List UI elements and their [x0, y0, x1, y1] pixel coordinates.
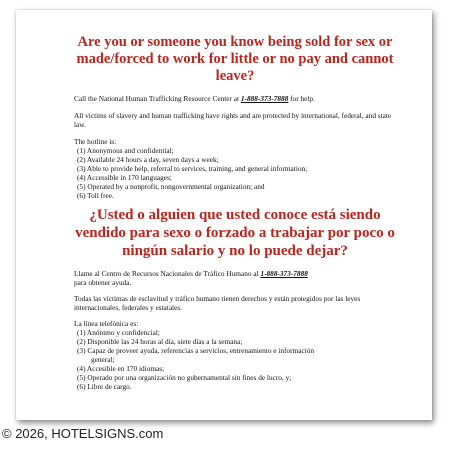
- english-hotline-item: (2) Available 24 hours a day, seven days a week;: [77, 155, 219, 164]
- english-call-prefix: Call the National Human Trafficking Resource Center at: [74, 94, 241, 103]
- english-hotline-item: (4) Accessible in 170 languages;: [77, 173, 172, 182]
- english-call-text: [74, 94, 402, 103]
- spanish-phone-number: 1-888-373-7888: [260, 269, 308, 278]
- spanish-call-text: [74, 269, 402, 287]
- spanish-hotline-title: La línea telefónica es:: [74, 319, 139, 328]
- english-hotline-title: The hotline is:: [74, 137, 117, 146]
- spanish-hotline-list: [74, 328, 402, 391]
- english-rights-text: All victims of slavery and human trafficking have rights and are protected by international, federal, and state law.: [74, 111, 392, 129]
- english-headline: Are you or someone you know being sold for sex or made/forced to work for little or no pay and cannot leave?: [76, 34, 394, 84]
- english-phone-number: 1-888-373-7888: [240, 94, 289, 103]
- spanish-hotline-item: (6) Libre de cargo.: [77, 382, 132, 391]
- spanish-rights-text: Todas las víctimas de esclavitud y tráfico humano tienen derechos y están protegidos por las leyes internacionales, federales y estatales.: [74, 294, 361, 312]
- english-hotline-item: (3) Able to provide help, referral to services, training, and general information;: [77, 164, 308, 173]
- sign-sheet: [16, 10, 432, 420]
- english-hotline-item: (1) Anonymous and confidential;: [77, 146, 174, 155]
- spanish-hotline-item: (2) Disponible las 24 horas al día, siete días a la semana;: [77, 337, 243, 346]
- english-call-suffix: for help.: [288, 94, 315, 103]
- spanish-hotline-item: (1) Anónimo y confidencial;: [77, 328, 160, 337]
- spanish-hotline-item: (4) Accesible en 170 idiomas;: [77, 364, 165, 373]
- spanish-call-suffix: para obtener ayuda.: [74, 278, 132, 287]
- spanish-headline: ¿Usted o alguien que usted conoce está siendo vendido para sexo o forzado a trabajar por poco o ningún salario y no lo puede dejar?: [75, 207, 395, 259]
- copyright-notice: © 2026, HOTELSIGNS.com: [2, 426, 164, 441]
- english-hotline-item: (5) Operated by a nonprofit, nongovernmental organization; and: [77, 182, 265, 191]
- spanish-call-prefix: Llame al Centro de Recursos Nacionales de Tráfico Humano al: [74, 269, 261, 278]
- english-hotline-list: [74, 146, 402, 200]
- english-hotline-item: (6) Toll free.: [77, 191, 114, 200]
- spanish-hotline-item: (5) Operado por una organización no gubernamental sin fines de lucro, y;: [77, 373, 292, 382]
- spanish-hotline-item: (3) Capaz de proveer ayuda, referencias a servicios, entrenamiento e información: [77, 346, 315, 355]
- spanish-hotline-item-continued: general;: [91, 355, 115, 364]
